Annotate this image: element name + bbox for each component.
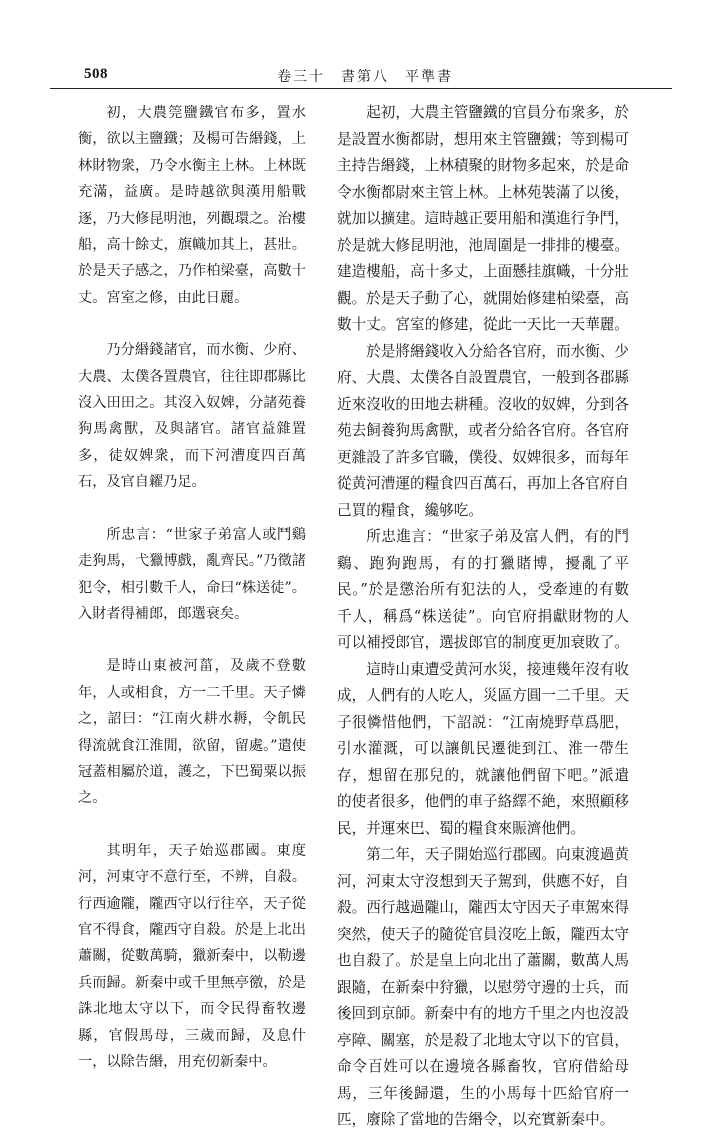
translation-paragraph-5: 第二年，天子開始巡行郡國。向東渡過黄河，河東太守沒想到天子駕到，供應不好，自殺。西行越過隴山，隴西太守因天子車駕來得突然，使天子的隨從官員沒吃上飯，隴西太守也自殺了。於是皇上向北出了蕭關，數萬人馬跟隨，在新秦中狩獵，以慰勞守邊的士兵，而後回到京師。新秦中有的地方千里之内也沒設亭障、關塞，於是殺了北地太守以下的官員，命令百姓可以在邊境各縣畜牧，官府借給母馬，三年後歸還，生的小馬每十匹給官府一匹，廢除了當地的告緡令，以充實新秦中。 xyxy=(337,846,629,1128)
original-paragraph-3: 所忠言：“世家子弟富人或鬥鷄走狗馬，弋獵博戲，亂齊民。”乃徵諸犯令，相引數千人，命曰“株送徒”。入財者得補郎，郎選衰矣。 xyxy=(78,526,306,622)
original-text-column xyxy=(78,100,306,1075)
page-number: 508 xyxy=(84,66,108,82)
page-header xyxy=(50,58,672,89)
running-title: 卷三十 書第八 平準書 xyxy=(277,69,453,85)
original-paragraph-1: 初，大農筦鹽鐵官布多，置水衡，欲以主鹽鐵；及楊可告緡錢，上林財物衆，乃令水衡主上林。上林既充滿，益廣。是時越欲與漢用船戰逐，乃大修昆明池，列觀環之。治樓船，高十餘丈，旗幟加其上，甚壯。於是天子感之，乃作柏梁臺，高數十丈。宮室之修，由此日麗。 xyxy=(78,105,306,306)
translation-paragraph-3: 所忠進言：“世家子弟及富人們，有的鬥鷄、跑狗跑馬，有的打獵賭博，擾亂了平民。”於是懲治所有犯法的人，受牽連的有數千人，稱爲“株送徒”。向官府捐獻財物的人可以補授郎官，選拔郎官的制度更加衰敗了。 xyxy=(337,528,629,651)
translation-paragraph-2: 於是將緡錢收入分給各官府，而水衡、少府、大農、太僕各自設置農官，一般到各郡縣近來沒收的田地去耕種。沒收的奴婢，分到各苑去飼養狗馬禽獸，或者分給各官府。各官府更雜設了許多官職，僕役、奴婢很多，而每年從黄河漕運的糧食四百萬石，再加上各官府自己買的糧食，纔够吃。 xyxy=(337,342,629,519)
original-paragraph-2: 乃分緡錢諸官，而水衡、少府、大農、太僕各置農官，往往即郡縣比沒入田田之。其沒入奴婢，分諸苑養狗馬禽獸，及與諸官。諸官益雜置多，徒奴婢衆，而下河漕度四百萬石，及官自糴乃足。 xyxy=(78,342,306,491)
translation-paragraph-4: 這時山東遭受黄河水災，接連幾年沒有收成，人們有的人吃人，災區方圓一二千里。天子很憐惜他們，下詔説：“江南燒野草爲肥，引水灌溉，可以讓飢民遷徙到江、淮一帶生存，想留在那兒的，就讓他們留下吧。”派遣的使者很多，他們的車子絡繹不絶，來照顧移民，并運來巴、蜀的糧食來賑濟他們。 xyxy=(337,660,629,837)
original-paragraph-4: 是時山東被河菑，及歲不登數年，人或相食，方一二千里。天子憐之，詔曰：“江南火耕水耨，令飢民得流就食江淮閒，欲留，留處。”遣使冠蓋相屬於道，護之，下巴蜀粟以振之。 xyxy=(78,658,306,807)
translation-paragraph-1: 起初，大農主管鹽鐵的官員分布衆多，於是設置水衡都尉，想用來主管鹽鐵；等到楊可主持告緡錢，上林積聚的財物多起來，於是命令水衡都尉來主管上林。上林苑裝滿了以後，就加以擴建。這時越正要用船和漢進行争鬥，於是就大修昆明池，池周圍是一排排的樓臺。建造樓船，高十多丈，上面懸挂旗幟，十分壯觀。於是天子動了心，就開始修建柏梁臺，高數十丈。宮室的修建，從此一天比一天華麗。 xyxy=(337,104,629,333)
translation-text-column xyxy=(337,100,629,1134)
original-paragraph-5: 其明年，天子始巡郡國。東度河，河東守不意行至，不辨，自殺。行西逾隴，隴西守以行往卒，天子從官不得食，隴西守自殺。於是上北出蕭關，從數萬騎，獵新秦中，以勒邊兵而歸。新秦中或千里無亭徼，於是誅北地太守以下，而令民得畜牧邊縣，官假馬母，三歲而歸，及息什一，以除告緡，用充仞新秦中。 xyxy=(78,842,306,1070)
